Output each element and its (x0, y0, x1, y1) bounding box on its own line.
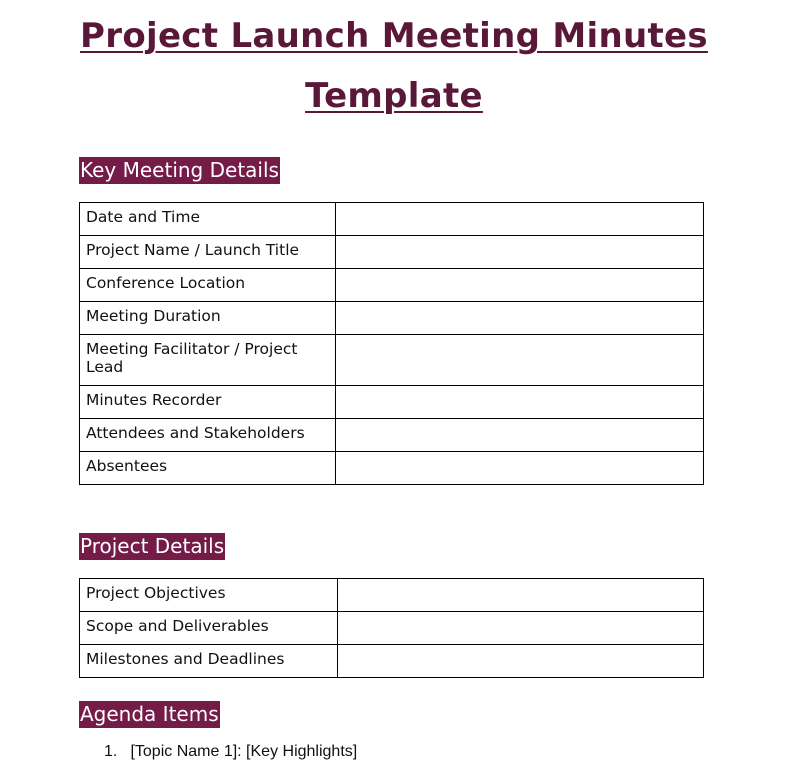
table-row (80, 386, 704, 419)
table-row (80, 236, 704, 269)
table-row (80, 269, 704, 302)
row-value-absentees[interactable] (335, 452, 703, 485)
table-row (80, 579, 704, 612)
row-label-attendees: Attendees and Stakeholders (80, 419, 336, 452)
row-label-conference-location: Conference Location (80, 269, 336, 302)
row-value-milestones-deadlines[interactable] (337, 645, 703, 678)
row-label-project-name: Project Name / Launch Title (80, 236, 336, 269)
project-details-heading: Project Details (80, 534, 225, 558)
project-details-table (79, 578, 704, 678)
row-label-milestones-deadlines: Milestones and Deadlines (80, 645, 338, 678)
document-title-line-2: Template (305, 76, 483, 116)
row-value-meeting-duration[interactable] (335, 302, 703, 335)
key-meeting-details-table (79, 202, 704, 485)
row-label-project-objectives: Project Objectives (80, 579, 338, 612)
table-row (80, 612, 704, 645)
row-value-date-and-time[interactable] (335, 203, 703, 236)
row-label-minutes-recorder: Minutes Recorder (80, 386, 336, 419)
table-row (80, 452, 704, 485)
row-label-meeting-duration: Meeting Duration (80, 302, 336, 335)
document-title-line-1: Project Launch Meeting Minutes (80, 16, 708, 56)
row-value-scope-deliverables[interactable] (337, 612, 703, 645)
table-row (80, 335, 704, 386)
row-label-absentees: Absentees (80, 452, 336, 485)
table-row (80, 645, 704, 678)
list-item (104, 743, 357, 761)
row-value-project-name[interactable] (335, 236, 703, 269)
row-label-date-and-time: Date and Time (80, 203, 336, 236)
key-meeting-details-heading: Key Meeting Details (80, 158, 279, 182)
table-row (80, 302, 704, 335)
row-label-scope-deliverables: Scope and Deliverables (80, 612, 338, 645)
row-value-attendees[interactable] (335, 419, 703, 452)
agenda-item-number: 1. (104, 743, 118, 760)
row-value-conference-location[interactable] (335, 269, 703, 302)
row-label-meeting-facilitator: Meeting Facilitator / Project Lead (80, 335, 336, 386)
table-row (80, 203, 704, 236)
agenda-items-heading: Agenda Items (80, 702, 219, 726)
row-value-project-objectives[interactable] (337, 579, 703, 612)
row-value-meeting-facilitator[interactable] (335, 335, 703, 386)
agenda-item-text: [Topic Name 1]: [Key Highlights] (130, 743, 358, 760)
row-value-minutes-recorder[interactable] (335, 386, 703, 419)
table-row (80, 419, 704, 452)
